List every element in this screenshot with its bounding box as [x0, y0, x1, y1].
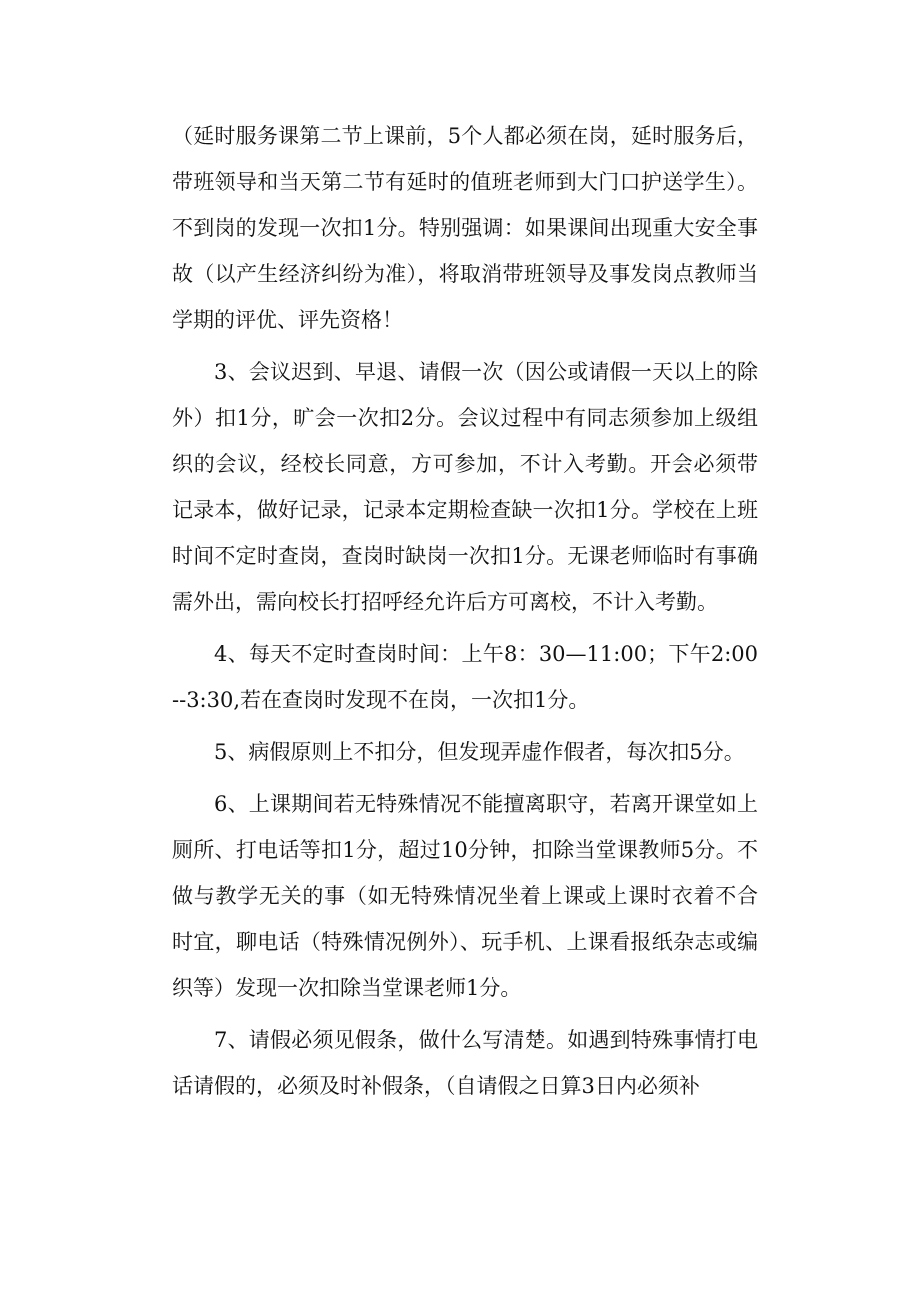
paragraph-item-3: 3、会议迟到、早退、请假一次（因公或请假一天以上的除外）扣1分，旷会一次扣2分。会议过程中有同志须参加上级组织的会议，经校长同意，方可参加，不计入考勤。开会必须带记录本，做好记录，记录本定期检查缺一次扣1分。学校在上班时间不定时查岗，查岗时缺岗一次扣1分。无课老师临时有事确需外出，需向校长打招呼经允许后方可离校，不计入考勤。	[172, 360, 758, 614]
paragraph-item-7: 7、请假必须见假条，做什么写清楚。如遇到特殊事情打电话请假的，必须及时补假条，（自请假之日算3日内必须补	[172, 1028, 758, 1098]
paragraph-item-5: 5、病假原则上不扣分，但发现弄虚作假者，每次扣5分。	[214, 740, 745, 764]
paragraph-item-6: 6、上课期间若无特殊情况不能擅离职守，若离开课堂如上厕所、打电话等扣1分，超过10分钟，扣除当堂课教师5分。不做与教学无关的事（如无特殊情况坐着上课或上课时衣着不合时宜，聊电话（特殊情况例外）、玩手机、上课看报纸杂志或编织等）发现一次扣除当堂课老师1分。	[172, 792, 758, 1000]
paragraph-item-4: 4、每天不定时查岗时间：上午8：30—11:00；下午2:00--3:30,若在查岗时发现不在岗，一次扣1分。	[172, 642, 758, 712]
document-body	[172, 113, 758, 1109]
paragraph-continuation: （延时服务课第二节上课前，5个人都必须在岗，延时服务后，带班领导和当天第二节有延时的值班老师到大门口护送学生）。不到岗的发现一次扣1分。特别强调：如果课间出现重大安全事故（以产生经济纠纷为准），将取消带班领导及事发岗点教师当学期的评优、评先资格！	[172, 124, 758, 332]
